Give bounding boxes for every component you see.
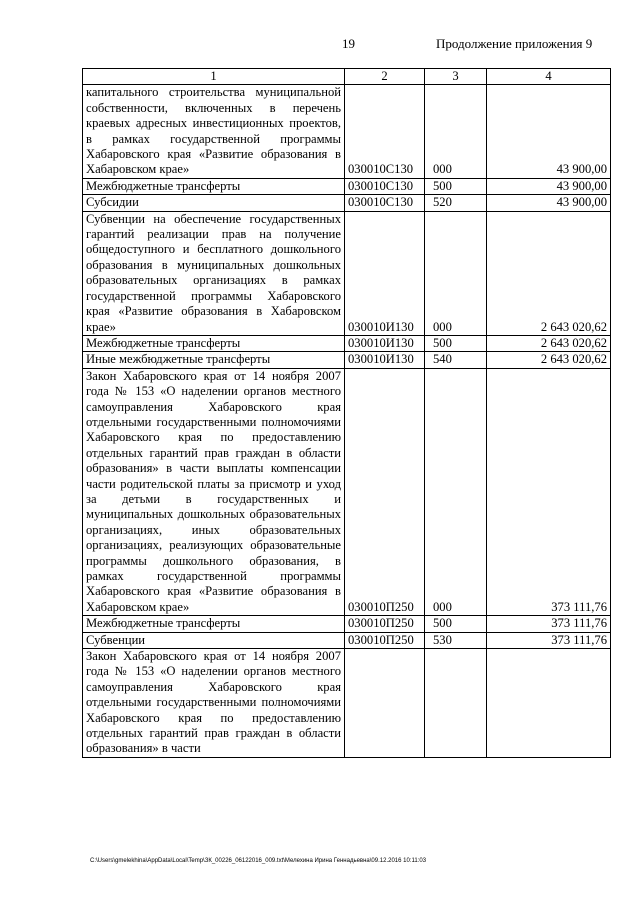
table-row [83, 632, 611, 648]
row-amount [487, 649, 611, 758]
row-description: Закон Хабаровского края от 14 ноября 2007 года № 153 «О наделении органов местного самоуправления Хабаровского края отдельными государственными полномочиями Хабаровского края по предоставлению отдельных гарантий прав граждан в области образования» в части [83, 649, 345, 758]
row-amount: 43 900,00 [487, 195, 611, 211]
row-description: Межбюджетные трансферты [83, 616, 345, 632]
row-description: Субвенции [83, 632, 345, 648]
row-expense-type: 500 [425, 616, 487, 632]
row-code: 030010И130 [345, 211, 425, 335]
row-description: Иные межбюджетные трансферты [83, 352, 345, 368]
row-amount: 43 900,00 [487, 85, 611, 178]
row-amount: 373 111,76 [487, 368, 611, 616]
table-row [83, 211, 611, 335]
row-amount: 2 643 020,62 [487, 335, 611, 351]
table-row [83, 195, 611, 211]
row-code: 030010П250 [345, 616, 425, 632]
row-description: Субсидии [83, 195, 345, 211]
column-header: 4 [487, 69, 611, 85]
row-amount: 373 111,76 [487, 632, 611, 648]
table-row [83, 649, 611, 758]
row-expense-type: 500 [425, 178, 487, 194]
row-code: 030010П250 [345, 632, 425, 648]
row-expense-type: 000 [425, 85, 487, 178]
row-description: Субвенции на обеспечение государственных гарантий реализации прав на получение общедоступного и бесплатного дошкольного образования в муниципальных дошкольных образовательных организациях в рамках государственной программы Хабаровского края «Развитие образования в Хабаровском крае» [83, 211, 345, 335]
table-row [83, 85, 611, 178]
row-expense-type: 540 [425, 352, 487, 368]
row-code [345, 649, 425, 758]
table-row [83, 368, 611, 616]
page-title: Продолжение приложения 9 [436, 36, 593, 51]
row-code: 030010С130 [345, 178, 425, 194]
row-code: 030010П250 [345, 368, 425, 616]
row-amount: 43 900,00 [487, 178, 611, 194]
row-code: 030010С130 [345, 195, 425, 211]
row-description: капитального строительства муниципальной собственности, включенных в перечень краевых адресных инвестиционных проектов, в рамках государственной программы Хабаровского края «Развитие образования в Хабаровском крае» [83, 85, 345, 178]
row-description: Межбюджетные трансферты [83, 178, 345, 194]
row-expense-type: 000 [425, 211, 487, 335]
row-expense-type [425, 649, 487, 758]
column-header: 2 [345, 69, 425, 85]
row-description: Межбюджетные трансферты [83, 335, 345, 351]
column-header: 3 [425, 69, 487, 85]
row-expense-type: 500 [425, 335, 487, 351]
row-code: 030010И130 [345, 335, 425, 351]
table-row [83, 352, 611, 368]
row-expense-type: 000 [425, 368, 487, 616]
page-number: 19 [342, 36, 355, 51]
row-description: Закон Хабаровского края от 14 ноября 2007 года № 153 «О наделении органов местного самоуправления Хабаровского края отдельными государственными полномочиями Хабаровского края по предоставлению отдельных гарантий прав граждан в области образования» в части выплаты компенсации части родительской платы за присмотр и уход за детьми в государственных и муниципальных дошкольных образовательных организациях, иных образовательных организациях, реализующих образовательные программы дошкольного образования, в рамках государственной программы Хабаровского края «Развитие образования в Хабаровском крае» [83, 368, 345, 616]
table-row [83, 616, 611, 632]
table-header-row [83, 69, 611, 85]
column-header: 1 [83, 69, 345, 85]
table-row [83, 178, 611, 194]
row-expense-type: 520 [425, 195, 487, 211]
budget-table [82, 68, 611, 758]
row-amount: 2 643 020,62 [487, 352, 611, 368]
file-path-footer: C:\Users\gmelekhina\AppData\Local\Temp\ЗК_00226_06122016_009.txt\Мелехина Ирина Геннадьевна\09.12.2016 10:11:03 [90, 858, 427, 864]
row-expense-type: 530 [425, 632, 487, 648]
row-code: 030010И130 [345, 352, 425, 368]
table-row [83, 335, 611, 351]
row-amount: 373 111,76 [487, 616, 611, 632]
row-amount: 2 643 020,62 [487, 211, 611, 335]
row-code: 030010С130 [345, 85, 425, 178]
